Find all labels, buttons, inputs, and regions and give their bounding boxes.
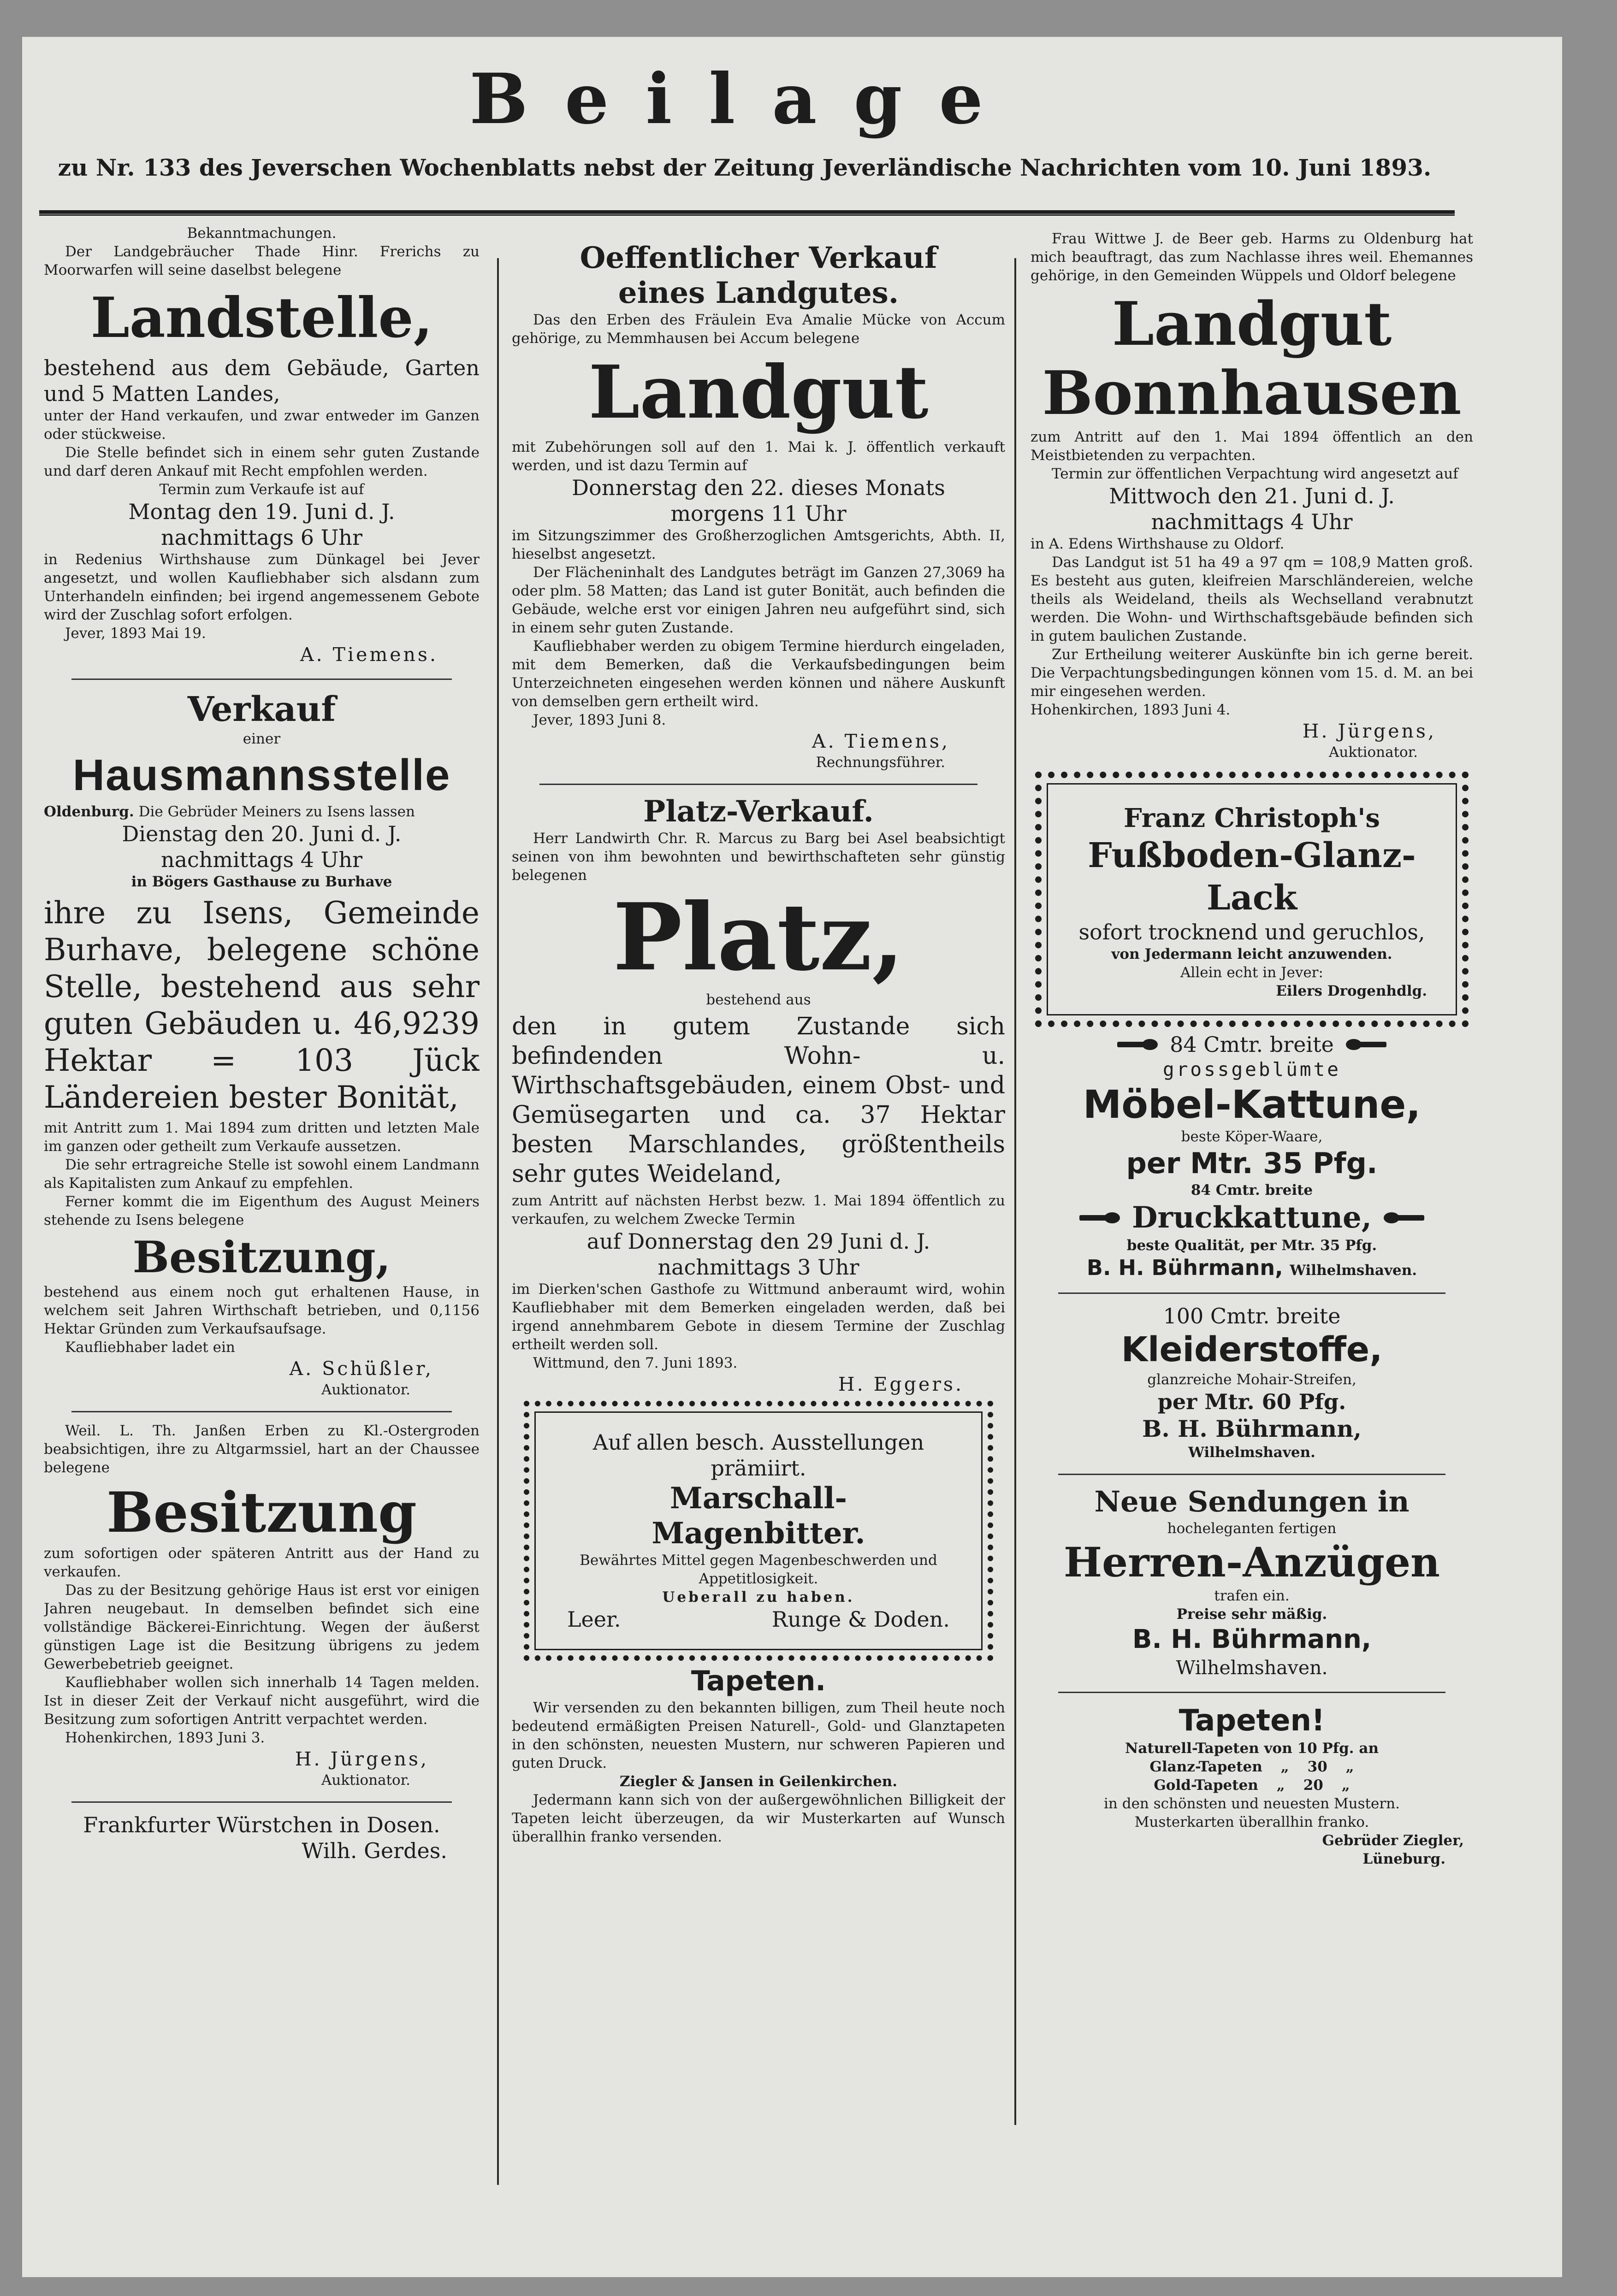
ad-headline: Besitzung xyxy=(107,1480,417,1545)
divider xyxy=(71,679,452,680)
ad-price-row-value: 20 xyxy=(1303,1777,1323,1794)
ad-intro: Weil. L. Th. Janßen Erben zu Kl.-Ostergroden beabsichtigen, ihre zu Altgarmssiel, hart an der Chaussee belegene xyxy=(44,1422,480,1476)
pointing-hand-icon xyxy=(1346,1040,1386,1049)
ad-venue: in Bögers Gasthause zu Burhave xyxy=(131,874,392,890)
ad-product-name: Marschall- xyxy=(669,1481,847,1516)
ad-price: Preise sehr mäßig. xyxy=(1176,1606,1327,1623)
ad-invite: Kaufliebhaber werden zu obigem Termine hierdurch eingeladen, mit dem Bemerken, daß die Verkaufsbedingungen beim Unterzeichneten eingesehen werden können und nähere Auskunft von demselben gern ertheilt wird. xyxy=(512,638,1005,710)
ad-headline-main: Platz, xyxy=(613,883,904,992)
ad-date: Dienstag den 20. Juni d. J. xyxy=(122,821,402,846)
ad-venue: im Sitzungszimmer des Großherzoglichen Amtsgerichts, Abth. II, hieselbst angesetzt. xyxy=(512,527,1005,562)
divider xyxy=(1058,1692,1445,1693)
ad-body: Das zu der Besitzung gehörige Haus ist erst vor einigen Jahren neugebaut. In demselben befindet sich eine vollständige Bäckerei-Einrichtung. Wegen der äußerst günstigen Lage ist die Besitzung übrigens zu jedem Gewerbebetrieb geeignet. xyxy=(44,1582,480,1672)
ad-description: in den schönsten und neuesten Mustern. xyxy=(1104,1795,1400,1812)
ad-line: 100 Cmtr. breite xyxy=(1163,1304,1341,1328)
ditto-mark: „ xyxy=(1341,1777,1350,1794)
ad-tapeten-ziegler-2 xyxy=(1031,1702,1473,1868)
ad-dateline: Wittmund, den 7. Juni 1893. xyxy=(533,1355,738,1371)
ad-time: nachmittags 3 Uhr xyxy=(657,1255,859,1280)
ad-city: Wilhelmshaven. xyxy=(1176,1657,1328,1679)
ad-main-text: den in gutem Zustande sich befindenden Wohn- u. Wirthschaftsgebäuden, einem Obst- und Gemüsegarten und ca. 37 Hektar besten Marschlandes, größtentheils sehr gutes Weideland, xyxy=(512,1013,1005,1188)
ad-kleiderstoffe xyxy=(1031,1303,1473,1462)
ad-headline: Landgut xyxy=(1112,289,1392,359)
ad-glanzlack xyxy=(1035,772,1469,1027)
ad-herrenanzuege xyxy=(1031,1484,1473,1680)
section-label: Bekanntmachungen. xyxy=(187,225,337,242)
ad-line-3: 84 Cmtr. breite xyxy=(1191,1182,1313,1198)
ad-time: nachmittags 4 Uhr xyxy=(1151,509,1353,534)
ad-firm: B. H. Bührmann, xyxy=(1086,1255,1283,1280)
ad-description-2: von Jedermann leicht anzuwenden. xyxy=(1111,946,1392,962)
ad-date: Montag den 19. Juni d. J. xyxy=(128,499,395,524)
ad-hausmannsstelle xyxy=(44,689,480,1399)
ad-firm: Ziegler & Jansen in Geilenkirchen. xyxy=(619,1773,898,1790)
ad-price-row-label: Gold-Tapeten xyxy=(1154,1777,1258,1794)
ad-signature: H. Jürgens, xyxy=(1302,720,1436,742)
ad-headline-main: Herren-Anzügen xyxy=(1063,1538,1440,1586)
ad-time: morgens 11 Uhr xyxy=(670,501,847,526)
ad-headline-main: Bonnhausen xyxy=(1042,358,1462,428)
ad-sold-at: Allein echt in Jever: xyxy=(1180,964,1323,981)
ad-landgut-verkauf xyxy=(512,241,1005,772)
divider xyxy=(1058,1293,1445,1294)
pointing-hand-icon xyxy=(1079,1213,1120,1222)
divider xyxy=(1058,1474,1445,1475)
ad-headline-line2: eines Landgutes. xyxy=(618,276,899,310)
ditto-mark: „ xyxy=(1276,1777,1285,1794)
ad-headline: Tapeten. xyxy=(691,1665,826,1697)
ad-intro: Frau Wittwe J. de Beer geb. Harms zu Oldenburg hat mich beauftragt, das zum Nachlasse ihres weil. Ehemannes gehörige, in den Gemeinden Wüppels und Oldorf belegene xyxy=(1031,230,1473,284)
ad-headline: Oeffentlicher Verkauf xyxy=(580,241,937,275)
ad-info: Zur Ertheilung weiterer Auskünfte bin ich gerne bereit. Die Verpachtungsbedingungen können vom 15. d. M. an bei mir eingesehen werden. xyxy=(1031,646,1473,700)
ad-body: Der Flächeninhalt des Landgutes beträgt im Ganzen 27,3069 ha oder plm. 58 Matten; das Land ist guter Bonität, auch befinden die Gebäude, welche erst vor einigen Jahren neu aufgeführt sind, sich in einem sehr guten Zustande. xyxy=(512,564,1005,636)
ad-price-row-label: Glanz-Tapeten xyxy=(1149,1759,1262,1775)
ad-firm: Runge & Doden. xyxy=(771,1607,950,1632)
ad-landstelle xyxy=(44,224,480,667)
column-divider-1 xyxy=(497,258,499,2185)
ad-line-2: grossgeblümte xyxy=(1163,1058,1341,1080)
ad-description: sofort trocknend und geruchlos, xyxy=(1078,920,1425,944)
ad-signature-title: Auktionator. xyxy=(321,1381,410,1398)
ad-date: auf Donnerstag den 29 Juni d. J. xyxy=(586,1229,930,1254)
column-middle xyxy=(512,217,1005,2194)
masthead-title: Beilage xyxy=(469,59,1020,140)
ad-dealer: Eilers Drogenhdlg. xyxy=(1276,983,1427,999)
ad-headline: Neue Sendungen in xyxy=(1094,1485,1410,1518)
ad-headline-secondary: Besitzung, xyxy=(132,1232,391,1283)
ad-line: Auf allen besch. Ausstellungen prämiirt. xyxy=(592,1430,924,1481)
ad-terms: zum Antritt auf den 1. Mai 1894 öffentlich an den Meistbietenden zu verpachten. xyxy=(1031,429,1473,464)
ad-price-2: beste Qualität, per Mtr. 35 Pfg. xyxy=(1126,1237,1377,1254)
ad-dateline: Hohenkirchen, 1893 Juni 4. xyxy=(1031,702,1231,718)
ad-availability: Ueberall zu haben. xyxy=(662,1589,855,1605)
ad-signature-title: Rechnungsführer. xyxy=(816,754,945,771)
ad-intro: Herr Landwirth Chr. R. Marcus zu Barg bei Asel beabsichtigt seinen von ihm bewohnten und bewirthschafteten sehr günstig belegenen xyxy=(512,830,1005,884)
ad-firm: Gebrüder Ziegler, xyxy=(1322,1832,1464,1849)
ad-bonnhausen xyxy=(1031,230,1473,761)
masthead-rule xyxy=(39,210,1455,216)
ad-body: Das Landgut ist 51 ha 49 a 97 qm = 108,9 Matten groß. Es besteht aus guten, kleifreien Marschländereien, welche theils als Weideland, theils als Wechselland verabnutzt werden. Die Wohn- und Wirthschaftsgebäude befinden sich in gutem baulichen Zustande. xyxy=(1031,554,1473,644)
ad-signature: A. Tiemens, xyxy=(811,730,950,752)
ad-magenbitter xyxy=(524,1401,993,1661)
ad-signature: H. Jürgens, xyxy=(295,1748,429,1770)
ad-description: glanzreiche Mohair-Streifen, xyxy=(1147,1371,1356,1388)
ad-price: per Mtr. 60 Pfg. xyxy=(1157,1389,1346,1414)
ad-dateline: Hohenkirchen, 1893 Juni 3. xyxy=(65,1729,265,1746)
ad-quality: beste Köper-Waare, xyxy=(1181,1128,1323,1145)
ad-signature-title: Auktionator. xyxy=(321,1772,410,1788)
ad-venue: im Dierken'schen Gasthofe zu Wittmund anberaumt wird, wohin Kaufliebhaber mit dem Bemerken eingeladen werden, daß bei irgend annehmbarem Gebote in diesem Termine der Zuschlag ertheilt werden soll. xyxy=(512,1281,1005,1353)
ad-signature: H. Eggers. xyxy=(838,1373,964,1395)
ad-terms: mit Zubehörungen soll auf den 1. Mai k. J. öffentlich verkauft werden, und ist dazu Termin auf xyxy=(512,439,1005,474)
ad-invite: Kaufliebhaber wollen sich innerhalb 14 Tagen melden. Ist in dieser Zeit der Verkauf nicht ausgeführt, wird die Besitzung zum sofortigen Antritt verpachtet werden. xyxy=(44,1674,480,1728)
ad-intro: Der Landgebräucher Thade Hinr. Frerichs zu Moorwarfen will seine daselbst belegene xyxy=(44,243,480,278)
ad-recommendation: Die sehr ertragreiche Stelle ist sowohl einem Landmann als Kapitalisten zum Ankauf zu empfehlen. xyxy=(44,1157,480,1192)
ad-intro: Die Gebrüder Meiners zu Isens lassen xyxy=(138,803,415,820)
ad-description: Bewährtes Mittel gegen Magenbeschwerden und Appetitlosigkeit. xyxy=(580,1552,937,1587)
ad-condition: Die Stelle befindet sich in einem sehr guten Zustande und darf deren Ankauf mit Recht empfohlen werden. xyxy=(44,444,480,479)
ad-line: Frankfurter Würstchen in Dosen. xyxy=(83,1812,440,1837)
ad-city: Wilhelmshaven. xyxy=(1188,1444,1315,1461)
ad-body: Wir versenden zu den bekannten billigen, zum Theil heute noch bedeutend ermäßigten Preisen Naturell-, Gold- und Glanztapeten in den schönsten, neuesten Mustern, nur schweren Papieren und guten Druck. xyxy=(512,1700,1005,1771)
ad-samples: Musterkarten überallhin franko. xyxy=(1134,1814,1369,1830)
ad-description: bestehend aus dem Gebäude, Garten und 5 Matten Landes, xyxy=(44,355,480,406)
ad-date: Mittwoch den 21. Juni d. J. xyxy=(1109,484,1395,508)
divider xyxy=(71,1801,452,1803)
ad-small-text: bestehend aus xyxy=(706,992,811,1008)
ad-signature: Wilh. Gerdes. xyxy=(302,1838,447,1863)
ditto-mark: „ xyxy=(1280,1759,1289,1775)
ad-firm: B. H. Bührmann, xyxy=(1132,1624,1372,1654)
ad-place-lead: Oldenburg. xyxy=(44,803,134,820)
ad-city: Leer. xyxy=(567,1607,621,1632)
pointing-hand-icon xyxy=(1384,1213,1424,1222)
ad-price-row: Naturell-Tapeten von 10 Pfg. an xyxy=(1125,1740,1379,1757)
ad-intro: Das den Erben des Fräulein Eva Amalie Mücke von Accum gehörige, zu Memmhausen bei Accum belegene xyxy=(512,312,1005,347)
ad-headline-2: Druckkattune, xyxy=(1131,1200,1372,1235)
masthead-subtitle: zu Nr. 133 des Jeverschen Wochenblatts nebst der Zeitung Jeverländische Nachrichten vom 10. Juni 1893. xyxy=(58,154,1432,181)
ad-line: 84 Cmtr. breite xyxy=(1170,1032,1334,1057)
ad-city: Lüneburg. xyxy=(1362,1851,1445,1867)
ad-firm: B. H. Bührmann, xyxy=(1142,1415,1362,1442)
masthead xyxy=(41,55,1448,184)
ad-wuerstchen xyxy=(44,1812,480,1864)
ad-city: Wilhelmshaven. xyxy=(1290,1262,1417,1279)
ad-headline: Möbel-Kattune, xyxy=(1083,1082,1421,1127)
ad-name: Franz Christoph's xyxy=(1124,803,1380,833)
ad-terms: zum Antritt auf nächsten Herbst bezw. 1. Mai 1894 öffentlich zu verkaufen, zu welchem Zwecke Termin xyxy=(512,1192,1005,1228)
ad-place: in Redenius Wirthshause zum Dünkagel bei Jever angesetzt, und wollen Kaufliebhaber sich alsdann zum Unterhandeln einfinden; bei irgend angemessenem Gebote wird der Zuschlag sofort erfolgen. xyxy=(44,551,480,623)
ad-terms: unter der Hand verkaufen, und zwar entweder im Ganzen oder stückweise. xyxy=(44,407,480,443)
ad-headline-main: Landgut xyxy=(588,350,929,435)
ad-headline: Platz-Verkauf. xyxy=(643,794,874,829)
ad-signature: A. Tiemens. xyxy=(300,643,438,666)
ad-product-name-line2: Magenbitter. xyxy=(652,1516,865,1551)
ad-product: Fußboden-Glanz-Lack xyxy=(1088,836,1416,918)
ad-kattune xyxy=(1031,1032,1473,1281)
ad-venue: in A. Edens Wirthshause zu Oldorf. xyxy=(1031,536,1285,552)
ad-time: nachmittags 4 Uhr xyxy=(160,847,363,872)
ad-price-row-value: 30 xyxy=(1307,1759,1327,1775)
ad-signature: A. Schüßler, xyxy=(289,1358,433,1380)
ad-invite: Kaufliebhaber ladet ein xyxy=(65,1339,235,1356)
divider xyxy=(71,1411,452,1412)
ad-small-text: einer xyxy=(243,731,281,747)
ad-time: nachmittags 6 Uhr xyxy=(160,525,363,550)
ad-termin-label: Termin zur öffentlichen Verpachtung wird angesetzt auf xyxy=(1052,466,1458,482)
ad-more: Ferner kommt die im Eigenthum des August Meiners stehende zu Isens belegene xyxy=(44,1193,480,1228)
ad-termin-label: Termin zum Verkaufe ist auf xyxy=(159,481,364,498)
ad-headline-main: Hausmannsstelle xyxy=(72,750,451,800)
ditto-mark: „ xyxy=(1345,1759,1354,1775)
ad-besitzung xyxy=(44,1422,480,1789)
ad-arrived: trafen ein. xyxy=(1214,1588,1290,1604)
ad-price: per Mtr. 35 Pfg. xyxy=(1126,1146,1378,1180)
ad-headline: Tapeten! xyxy=(1179,1704,1325,1738)
ad-body-2: Jedermann kann sich von der außergewöhnlichen Billigkeit der Tapeten leicht überzeugen, da wir Musterkarten auf Wunsch überallhin franko versenden. xyxy=(512,1792,1005,1845)
ad-dateline: Jever, 1893 Mai 19. xyxy=(65,625,206,642)
ad-terms: zum sofortigen oder späteren Antritt aus der Hand zu verkaufen. xyxy=(44,1545,480,1580)
ad-dateline: Jever, 1893 Juni 8. xyxy=(533,712,666,728)
ad-date: Donnerstag den 22. dieses Monats xyxy=(572,475,945,500)
ad-main-text: ihre zu Isens, Gemeinde Burhave, belegene schöne Stelle, bestehend aus sehr guten Gebäuden u. 46,9239 Hektar = 103 Jück Ländereien bester Bonität, xyxy=(44,895,480,1115)
ad-description: bestehend aus einem noch gut erhaltenen Hause, in welchem seit Jahren Wirthschaft betrieben, und 0,1156 Hektar Gründen zum Verkaufsaufsage. xyxy=(44,1284,480,1337)
pointing-hand-icon xyxy=(1117,1040,1158,1049)
ad-signature-title: Auktionator. xyxy=(1328,744,1418,761)
ad-headline: Verkauf xyxy=(187,690,336,729)
column-divider-2 xyxy=(1014,258,1016,2125)
ad-tapeten-ziegler xyxy=(512,1664,1005,1846)
ad-headline: Kleiderstoffe, xyxy=(1121,1330,1383,1369)
divider xyxy=(539,784,977,785)
ad-terms: mit Antritt zum 1. Mai 1894 zum dritten und letzten Male im ganzen oder getheilt zum Verkaufe aussetzen. xyxy=(44,1120,480,1155)
ad-headline: Landstelle, xyxy=(90,285,433,350)
ad-platz xyxy=(512,794,1005,1396)
column-right xyxy=(1031,217,1473,2139)
column-left xyxy=(44,217,480,2171)
ad-small-text: hocheleganten fertigen xyxy=(1167,1520,1337,1537)
